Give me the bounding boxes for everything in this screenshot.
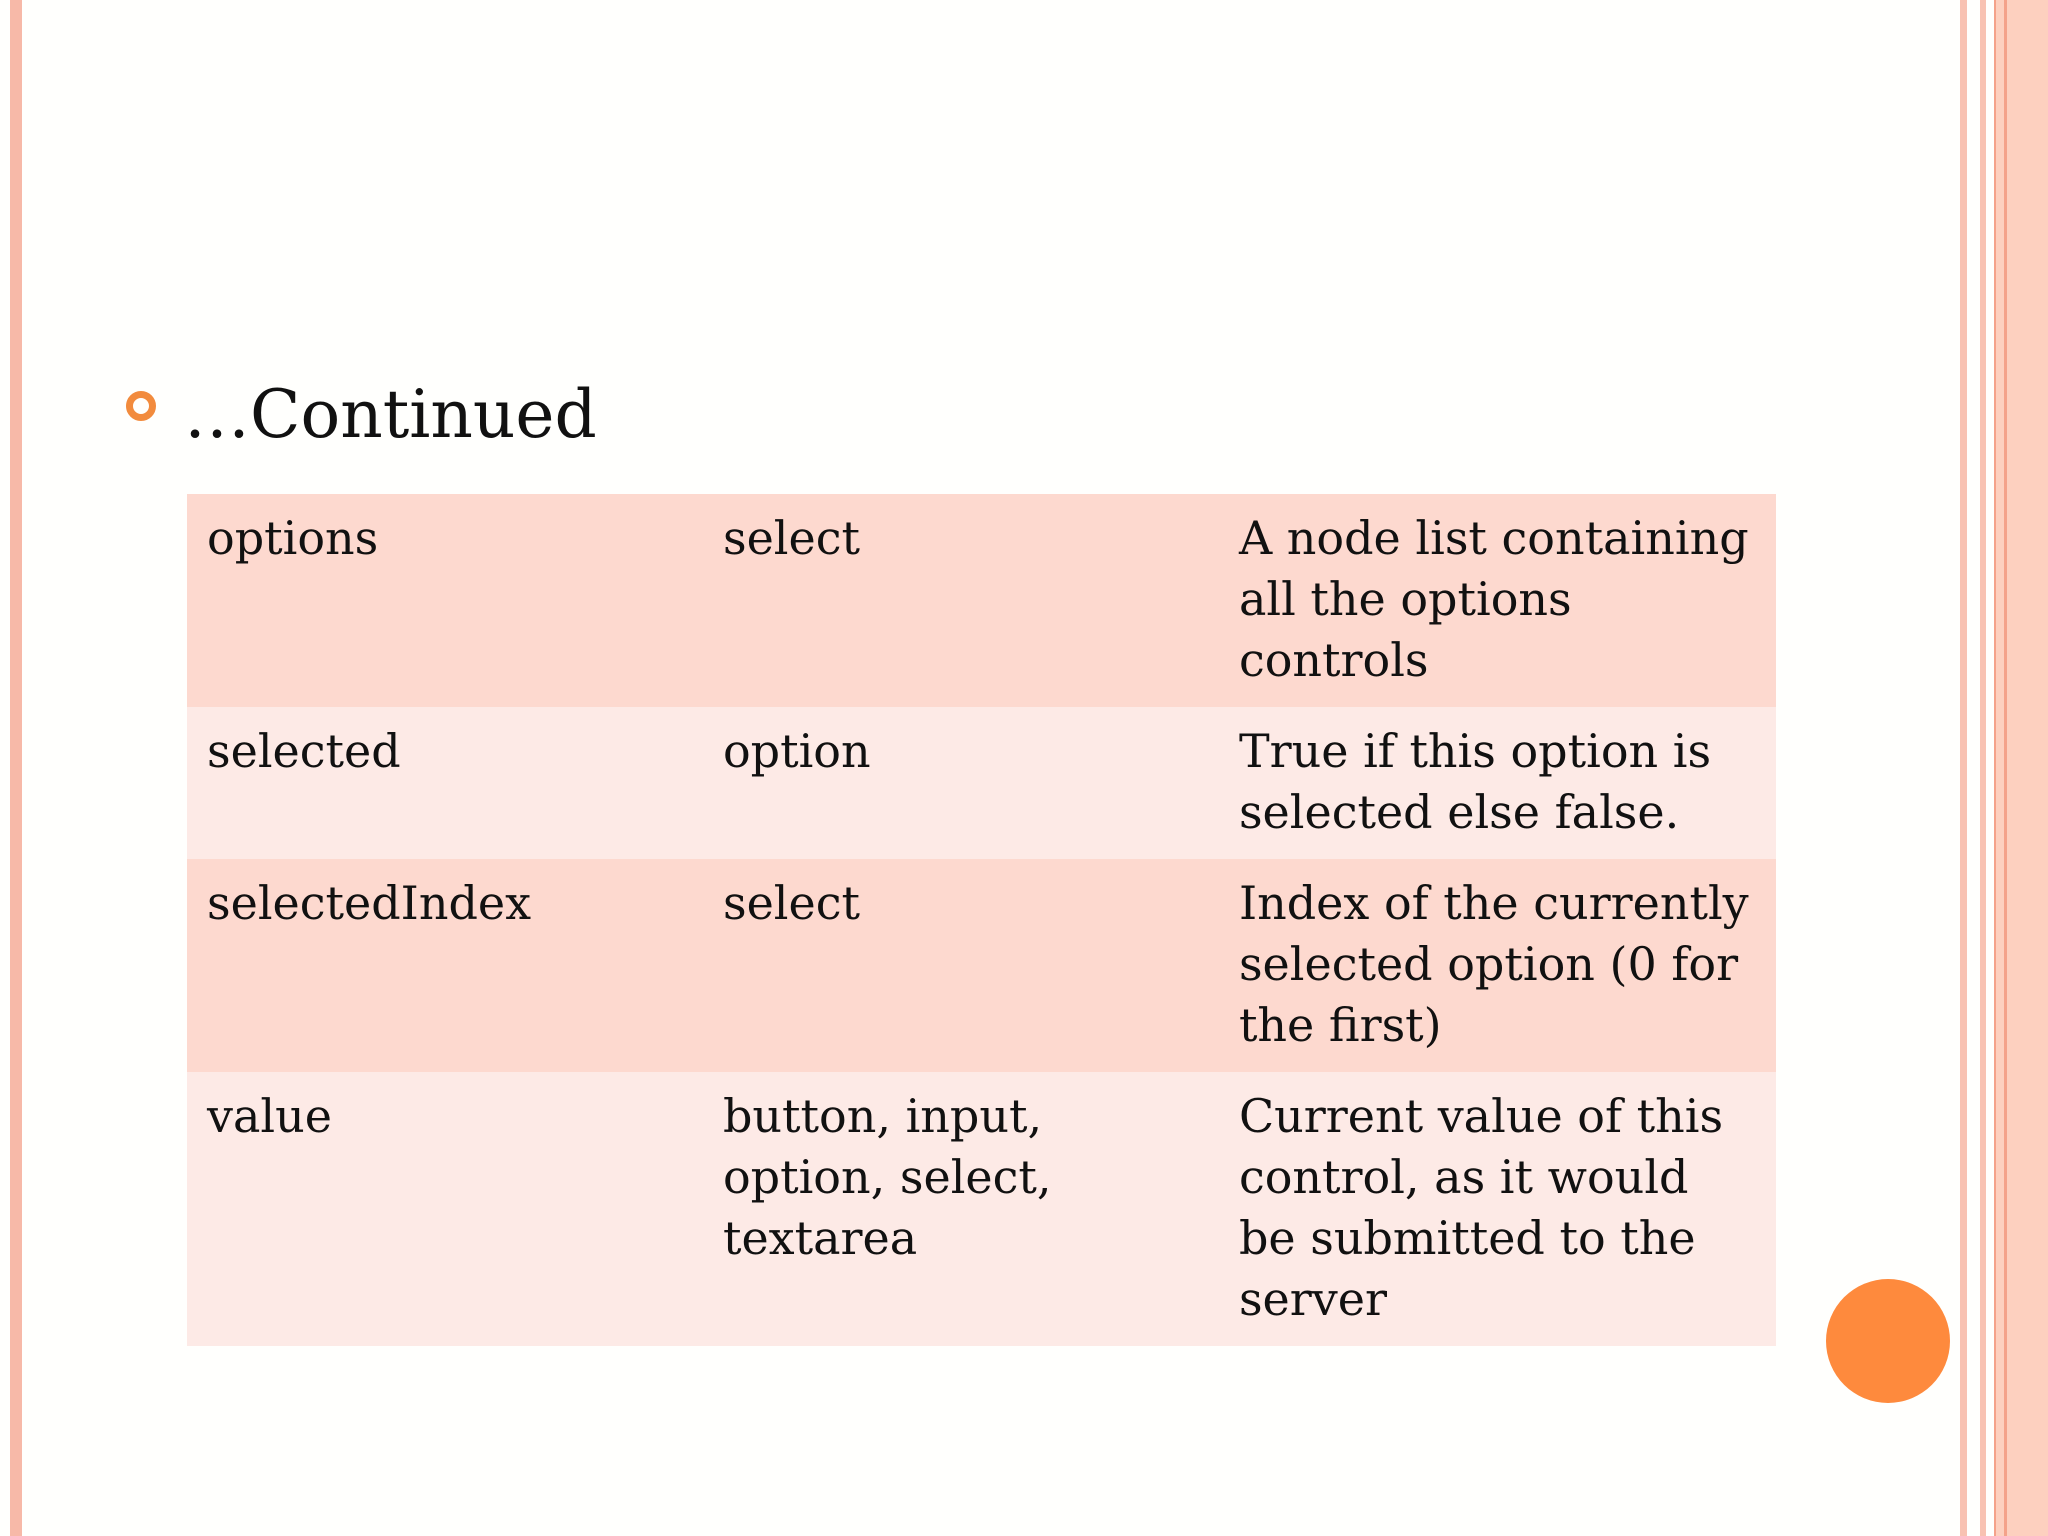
properties-table — [187, 494, 1776, 1346]
element-cell: select — [703, 859, 1219, 1072]
bullet-ring-icon — [126, 391, 156, 421]
orange-circle-decoration — [1826, 1279, 1950, 1403]
property-cell: value — [187, 1072, 703, 1346]
table-row — [187, 707, 1776, 859]
right-frame-stripe — [1960, 0, 1967, 1536]
table-row — [187, 1072, 1776, 1346]
description-cell: Current value of this control, as it would be submitted to the server — [1219, 1072, 1776, 1346]
description-cell: True if this option is selected else false. — [1219, 707, 1776, 859]
element-cell: option — [703, 707, 1219, 859]
table-row — [187, 494, 1776, 707]
property-cell: selected — [187, 707, 703, 859]
slide-heading: …Continued — [184, 376, 597, 453]
element-cell: button, input, option, select, textarea — [703, 1072, 1219, 1346]
table-row — [187, 859, 1776, 1072]
property-cell: options — [187, 494, 703, 707]
property-cell: selectedIndex — [187, 859, 703, 1072]
element-cell: select — [703, 494, 1219, 707]
heading-row — [126, 370, 597, 460]
description-cell: Index of the currently selected option (0 for the first) — [1219, 859, 1776, 1072]
right-frame-band — [1994, 0, 2048, 1536]
description-cell: A node list containing all the options controls — [1219, 494, 1776, 707]
right-frame-stripe — [1980, 0, 1986, 1536]
left-frame-border — [10, 0, 22, 1536]
